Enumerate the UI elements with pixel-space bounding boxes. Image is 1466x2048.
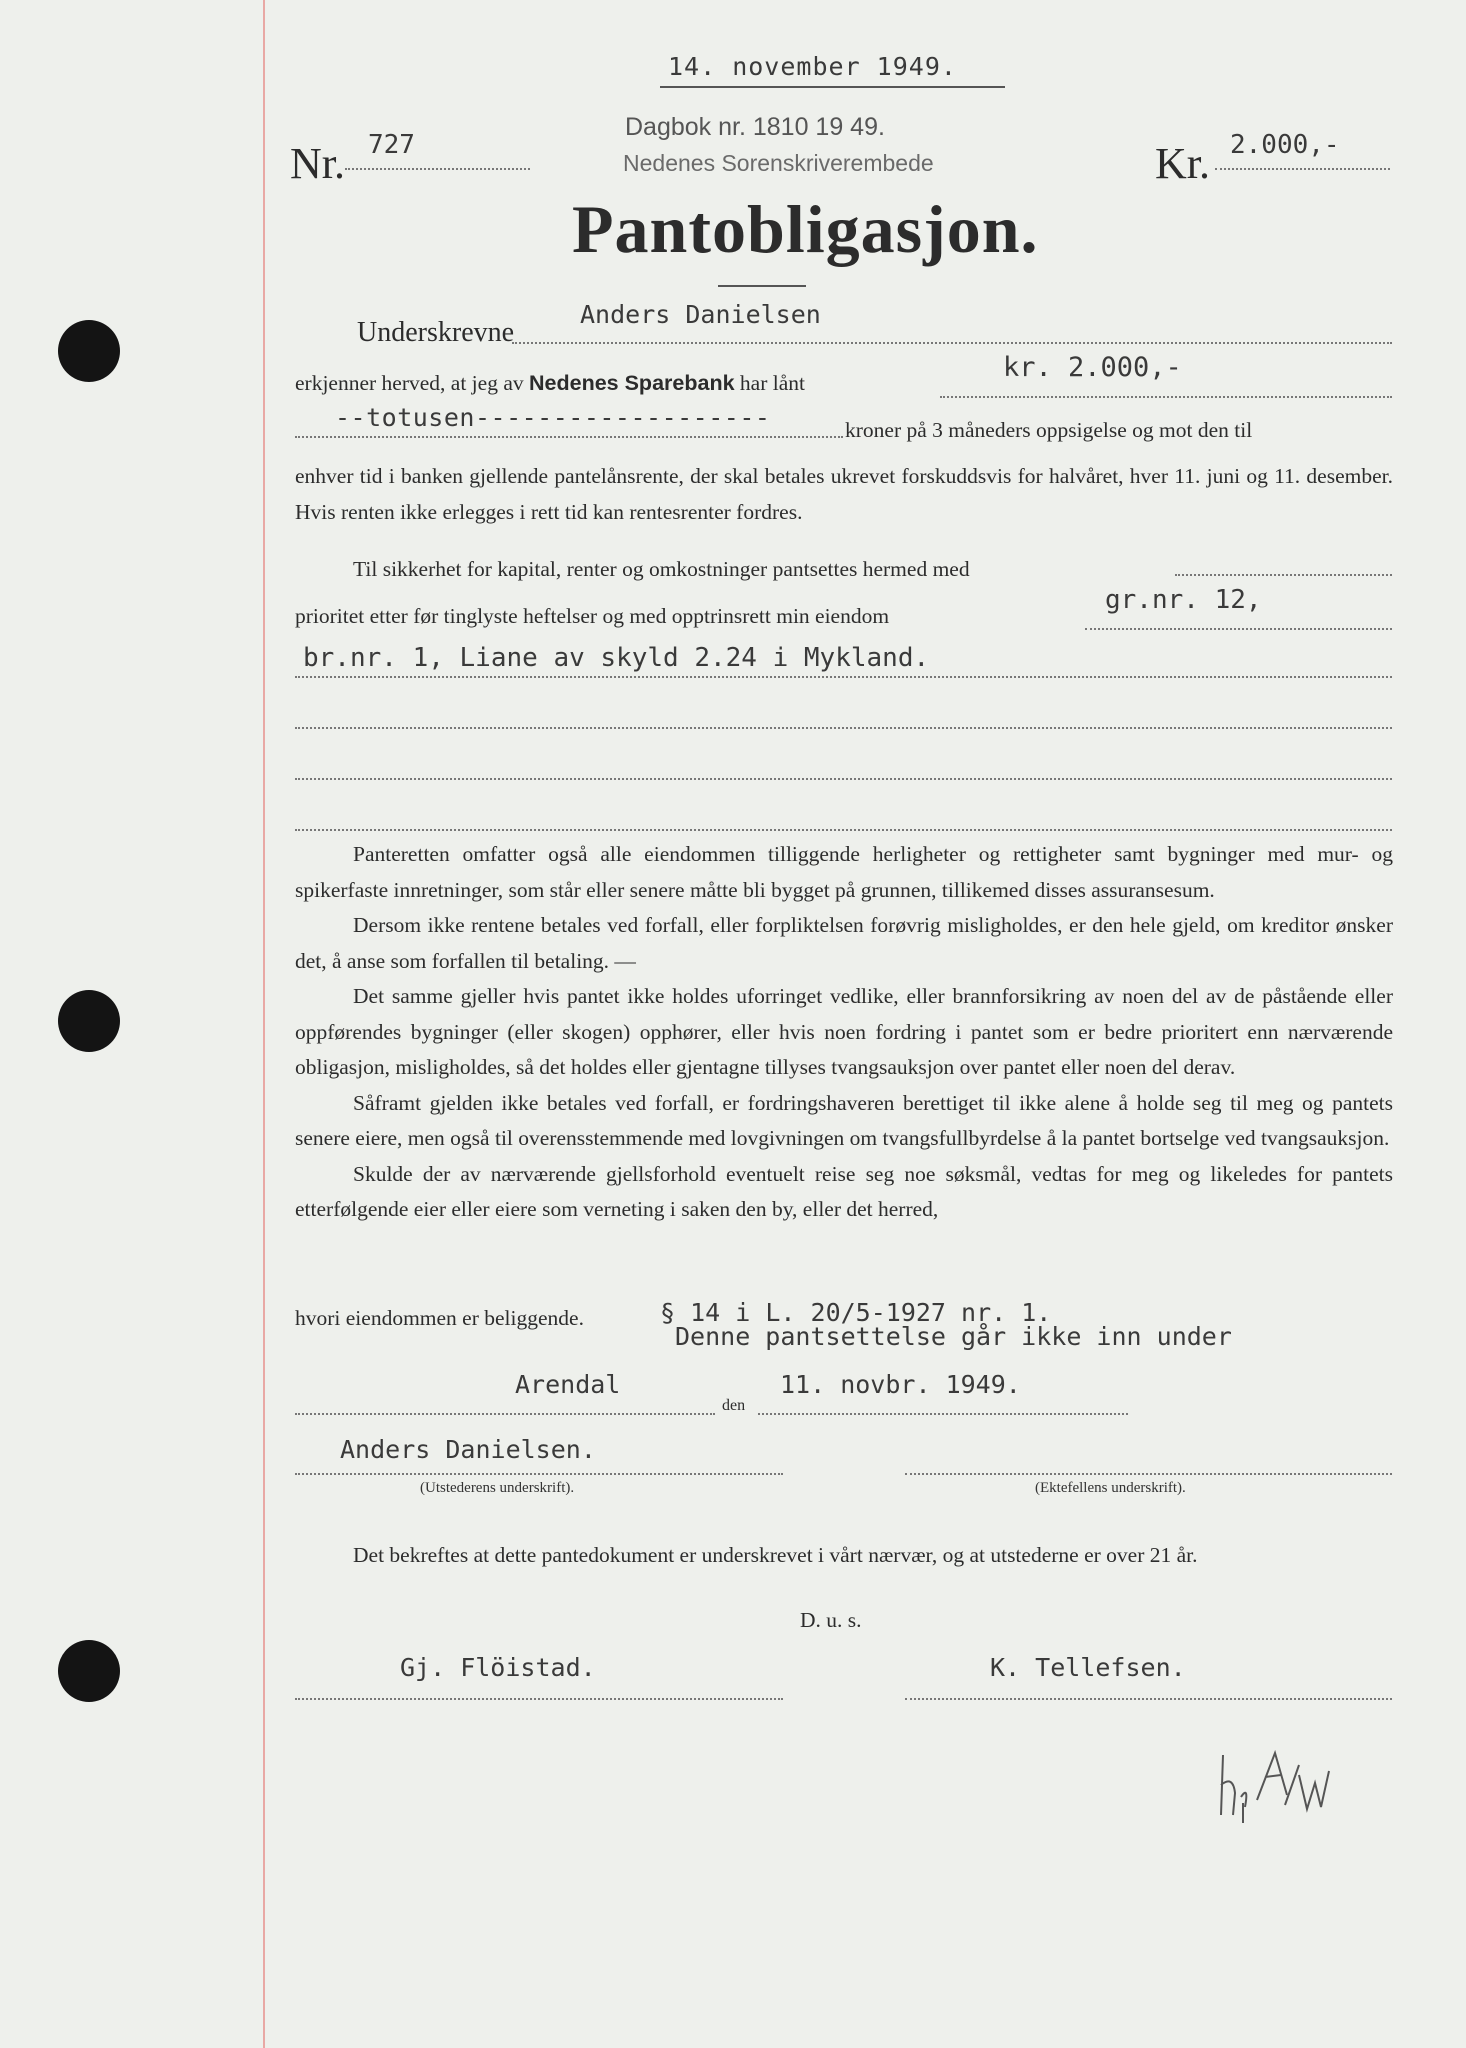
- title-rule: [718, 285, 806, 287]
- kr-label: Kr.: [1155, 139, 1210, 188]
- witness-1-signature: Gj. Flöistad.: [400, 1653, 596, 1682]
- handwritten-initials: [1215, 1745, 1335, 1825]
- date-dotted-line: [758, 1413, 1128, 1415]
- property-part-a: gr.nr. 12,: [1105, 585, 1262, 615]
- office-stamp: Nedenes Sorenskriverembede: [623, 150, 934, 176]
- dagbok-stamp: Dagbok nr. 1810 19 49.: [625, 113, 885, 141]
- loan-suffix-text: har lånt: [739, 371, 805, 395]
- loan-prefix-text: erkjenner herved, at jeg av: [295, 371, 524, 395]
- spouse-caption: (Ektefellens underskrift).: [1035, 1480, 1186, 1496]
- security-dotted-line-2: [1085, 628, 1392, 630]
- clauses: [295, 837, 1393, 1228]
- punch-hole-middle: [58, 990, 120, 1052]
- amount-dotted-line: [940, 396, 1392, 398]
- issuer-caption: (Utstederens underskrift).: [420, 1480, 575, 1496]
- clause-5: Skulde der av nærværende gjellsforhold eventuelt reise seg noe søksmål, vedtas for meg og likeledes for pantets etterfølgende eier eller eiere som verneting i saken den by, eller det herred,: [295, 1161, 1393, 1221]
- document-title: Pantobligasjon.: [572, 191, 1039, 267]
- venue-line: hvori eiendommen er beliggende.: [295, 1306, 584, 1330]
- blank-dotted-line-1: [295, 727, 1392, 729]
- date-underline: [660, 86, 1005, 88]
- issuer-signature-line: [295, 1473, 783, 1475]
- loan-terms: [295, 459, 1393, 530]
- kr-value: 2.000,-: [1230, 130, 1340, 160]
- clause-3: Det samme gjeller hvis pantet ikke holdes uforringet vedlike, eller brannforsikring av noen del av de påstående eller oppførendes bygninger (eller skogen) opphører, eller hvis noen fordring i pantet som er bedre prioritert enn nærværende obligasjon, misligholdes, så det holdes eller gjentagne tillyses tvangsauksjon over pantet eller noen del derav.: [295, 984, 1393, 1079]
- confirmation: [295, 1538, 1393, 1574]
- typed-note-2: § 14 i L. 20/5-1927 nr. 1.: [660, 1298, 1052, 1327]
- punch-hole-top: [58, 320, 120, 382]
- property-dotted-line: [295, 676, 1392, 678]
- blank-dotted-line-3: [295, 829, 1392, 831]
- kr-dotted-line: [1215, 168, 1390, 170]
- witness-2-signature: K. Tellefsen.: [990, 1653, 1186, 1682]
- margin-line: [263, 0, 265, 2048]
- witness-2-line: [905, 1698, 1392, 1700]
- place: Arendal: [515, 1370, 621, 1399]
- property-part-b: br.nr. 1, Liane av skyld 2.24 i Mykland.: [303, 643, 930, 673]
- undersigned-name: Anders Danielsen: [580, 300, 821, 329]
- loan-amount: kr. 2.000,-: [1003, 352, 1182, 383]
- clause-2: Dersom ikke rentene betales ved forfall, eller forpliktelsen forøvrig misligholdes, er den hele gjeld, om kreditor ønsker det, å anse som forfallen til betaling. —: [295, 913, 1393, 973]
- undersigned-dotted-line: [512, 342, 1392, 344]
- security-dotted-line-1: [1175, 574, 1392, 576]
- security-line-2: prioritet etter før tinglyste heftelser og med opptrinsrett min eiendom: [295, 604, 890, 628]
- clause-1: Panteretten omfatter også alle eiendommen tilliggende herligheter og rettigheter samt bygninger med mur- og spikerfaste innretninger, som står eller senere måtte bli bygget på grunnen, tillikemed disses assuransesum.: [295, 842, 1393, 902]
- security-line-1: Til sikkerhet for kapital, renter og omkostninger pantsettes hermed med: [353, 557, 970, 581]
- blank-dotted-line-2: [295, 778, 1392, 780]
- bank-name: Nedenes Sparebank: [529, 371, 735, 395]
- issuer-signature: Anders Danielsen.: [340, 1435, 596, 1464]
- confirmation-text: Det bekreftes at dette pantedokument er underskrevet i vårt nærvær, og at utstederne er over 21 år.: [353, 1543, 1198, 1567]
- den-label: den: [722, 1397, 746, 1414]
- loan-prefix: [295, 371, 805, 396]
- loan-terms-text: enhver tid i banken gjellende pantelånsrente, der skal betales ukrevet forskuddsvis for halvåret, hver 11. juni og 11. desember. Hvis renten ikke erlegges i rett tid kan rentesrenter fordres.: [295, 464, 1393, 524]
- terms-first-line: kroner på 3 måneders oppsigelse og mot den til: [845, 418, 1253, 442]
- nr-dotted-line: [345, 168, 530, 170]
- undersigned-label: Underskrevne: [357, 317, 515, 348]
- typed-note-1: Denne pantsettelse går ikke inn under: [675, 1322, 1232, 1351]
- document-date: 14. november 1949.: [668, 52, 957, 81]
- witness-1-line: [295, 1698, 783, 1700]
- nr-value: 727: [368, 130, 415, 160]
- clause-4: Såframt gjelden ikke betales ved forfall, er fordringshaveren berettiget til ikke alene å holde seg til meg og pantets senere eiere, men også til overensstemmende med lovgivningen om tvangsfullbyrdelse å la pantet bortselge ved tvangsauksjon.: [295, 1090, 1393, 1150]
- spouse-signature-line: [905, 1473, 1392, 1475]
- dus-label: D. u. s.: [800, 1608, 862, 1632]
- signing-date: 11. novbr. 1949.: [780, 1370, 1021, 1399]
- nr-label: Nr.: [290, 139, 345, 188]
- place-dotted-line: [295, 1413, 715, 1415]
- amount-in-words: --totusen-------------------: [335, 403, 771, 432]
- amount-words-dotted-line: [295, 436, 843, 438]
- punch-hole-bottom: [58, 1640, 120, 1702]
